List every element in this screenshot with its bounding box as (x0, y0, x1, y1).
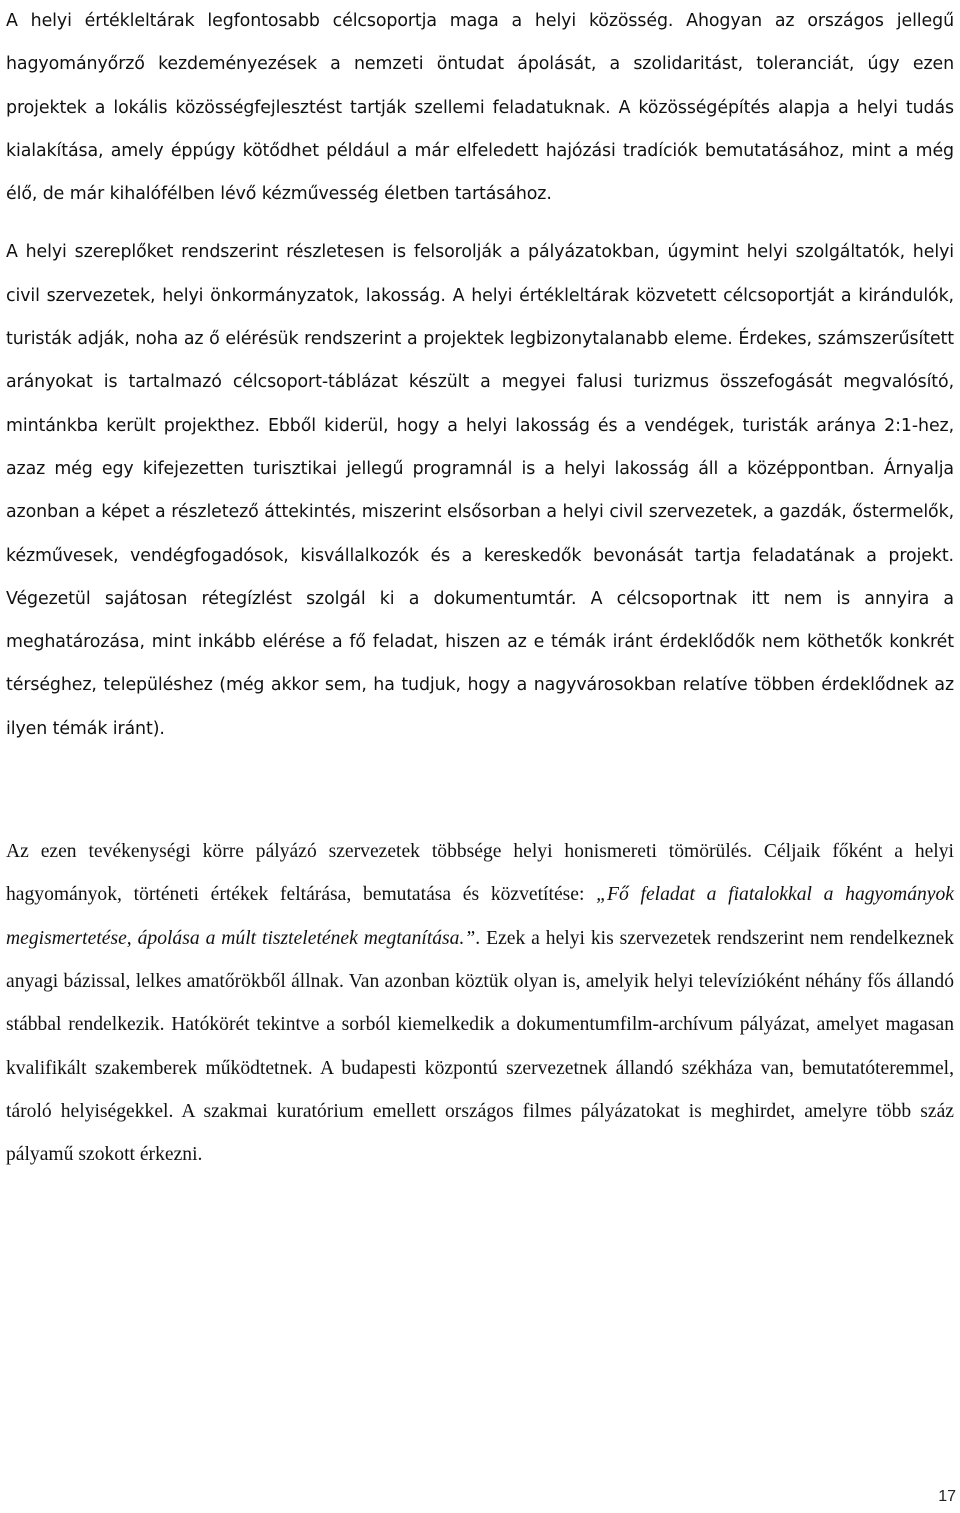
quoted-goal: „Fő feladat a fiatalokkal a hagyományok megismertetése, ápolása a múlt tiszteletének megtanítása.” (6, 884, 954, 949)
paragraph-organizations-intro: Az ezen tevékenységi körre pályázó szervezetek többsége helyi honismereti tömörülés. Céljaik főként a helyi hagyományok, történeti értékek feltárása, bemutatása és közvetítése: (6, 841, 954, 906)
paragraph-organizations-rest: . Ezek a helyi kis szervezetek rendszerint nem rendelkeznek anyagi bázissal, lelkes amatőrökből állnak. Van azonban köztük olyan is, amelyik helyi televízióként néhány fős állandó stábbal rendelkezik. Hatókörét tekintve a sorból kiemelkedik a dokumentumfilm-archívum pályázat, amelyet magasan kvalifikált szakemberek működtetnek. A budapesti központú szervezetnek állandó székháza van, bemutatóteremmel, tároló helyiségekkel. A szakmai kuratórium emellett országos filmes pályázatokat is meghirdet, amelyre több száz pályamű szokott érkezni. (6, 927, 954, 1166)
page-number: 17 (938, 1488, 956, 1505)
document-page (6, 0, 954, 1176)
paragraph-organizations (6, 830, 954, 1176)
paragraph-local-actors: A helyi szereplőket rendszerint részletesen is felsorolják a pályázatokban, úgymint helyi szolgáltatók, helyi civil szervezetek, helyi önkormányzatok, lakosság. A helyi értékleltárak közvetett célcsoportját a kirándulók, turisták adják, noha az ő elérésük rendszerint a projektek legbizonytalanabb eleme. Érdekes, számszerűsített arányokat is tartalmazó célcsoport-táblázat készült a megyei falusi turizmus összefogását megvalósító, mintánkba került projekthez. Ebből kiderül, hogy a helyi lakosság és a vendégek, turisták aránya 2:1-hez, azaz még egy kifejezetten turisztikai jellegű programnál is a helyi lakosság áll a középpontban. Árnyalja azonban a képet a részletező áttekintés, miszerint elsősorban a helyi civil szervezetek, a gazdák, őstermelők, kézművesek, vendégfogadósok, kisvállalkozók és a kereskedők bevonását tartja feladatának a projekt. Végezetül sajátosan rétegízlést szolgál ki a dokumentumtár. A célcsoportnak itt nem is annyira a meghatározása, mint inkább elérése a fő feladat, hiszen az e témák iránt érdeklődők nem köthetők konkrét térséghez, településhez (még akkor sem, ha tudjuk, hogy a nagyvárosokban relatíve többen érdeklődnek az ilyen témák iránt). (6, 242, 954, 739)
paragraph-local-inventories: A helyi értékleltárak legfontosabb célcsoportja maga a helyi közösség. Ahogyan az országos jellegű hagyományőrző kezdeményezések a nemzeti öntudat ápolását, a szolidaritást, toleranciát, úgy ezen projektek a lokális közösségfejlesztést tartják szellemi feladatuknak. A közösségépítés alapja a helyi tudás kialakítása, amely éppúgy kötődhet például a már elfeledett hajózási tradíciók bemutatásához, mint a még élő, de már kihalófélben lévő kézművesség életben tartásához. (6, 11, 954, 205)
